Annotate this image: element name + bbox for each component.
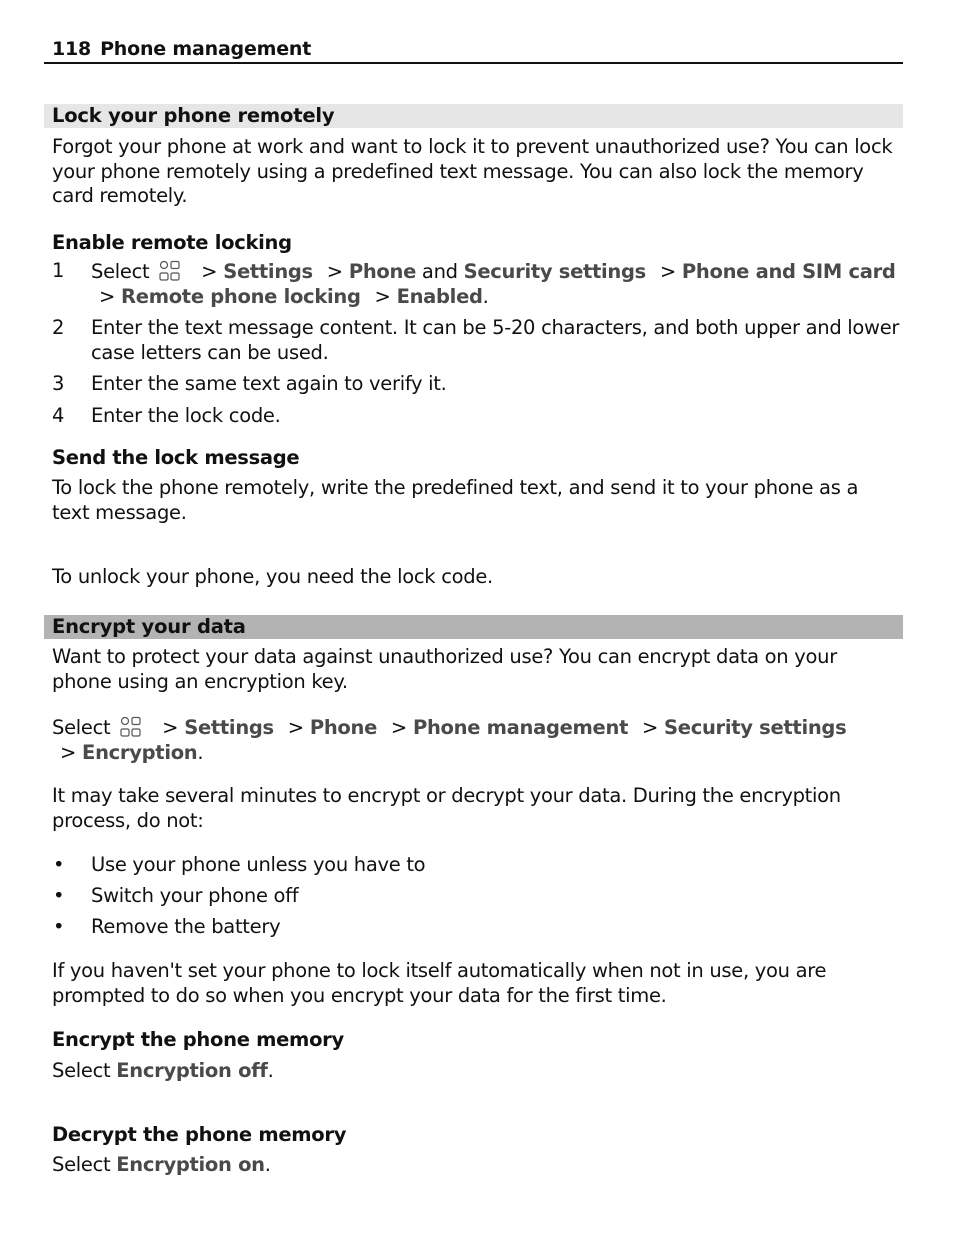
menu-path-security-settings: Security settings [664,716,847,739]
menu-path-settings: Settings [184,716,274,739]
breadcrumb-separator: > [390,716,407,739]
page-number: 118 [52,38,92,60]
send-lock-paragraph: To lock the phone remotely, write the predefined text, and send it to your phone as a text message. [52,476,859,524]
menu-path-phone: Phone [348,260,417,283]
menu-path-encryption: Encryption [82,740,198,764]
enable-steps [52,259,900,435]
step-4 [52,404,900,429]
menu-path-security-settings: Security settings [463,260,646,283]
step-3 [52,372,900,397]
step-2 [52,316,900,365]
subheading-decrypt-memory: Decrypt the phone memory [52,1123,347,1146]
step-number: 3 [52,372,65,395]
breadcrumb-separator: > [201,260,218,283]
page-header [44,37,903,64]
list-item: • Switch your phone off [53,884,299,907]
decrypt-instruction: Select Encryption on. [52,1153,271,1176]
section-heading-lock-remotely [44,104,903,128]
menu-path-enabled: Enabled [396,284,483,308]
auto-lock-paragraph: If you haven't set your phone to lock itself automatically when not in use, you are prompted to do so when you encrypt your data for the first time. [52,959,827,1007]
do-not-list [52,853,900,946]
menu-path-phone-management: Phone management [412,716,629,739]
bullet: • [53,884,65,907]
section-title: Lock your phone remotely [52,104,335,127]
subheading-encrypt-memory: Encrypt the phone memory [52,1028,344,1051]
step-text: Enter the lock code. [91,403,281,427]
list-item: • Use your phone unless you have to [53,853,426,876]
bullet: • [53,853,65,876]
header-title: Phone management [100,38,312,60]
step-text: Enter the same text again to verify it. [91,372,447,395]
breadcrumb-separator: > [659,260,676,283]
menu-path-phone-sim: Phone and SIM card [681,260,896,283]
option-encryption-off: Encryption off [116,1059,268,1082]
encrypt-intro-paragraph: Want to protect your data against unauthorized use? You can encrypt data on your phone using an encryption key. [52,645,837,693]
encryption-note-paragraph: It may take several minutes to encrypt or decrypt your data. During the encryption process, do not: [52,784,841,832]
encrypt-menu-path: Select > Settings > Phone > Phone management > Security settings > Encryption. [52,716,847,764]
breadcrumb-separator: > [99,284,116,308]
step-number: 2 [52,316,65,339]
menu-path-remote-locking: Remote phone locking [121,284,361,308]
breadcrumb-separator: > [326,260,343,283]
breadcrumb-separator: > [642,716,659,739]
menu-grid-icon [157,259,183,283]
menu-grid-icon [118,715,144,739]
section-title: Encrypt your data [52,615,246,638]
subheading-send-lock-message: Send the lock message [52,446,300,469]
breadcrumb-separator: > [60,740,77,764]
menu-path-phone: Phone [309,716,378,739]
list-item: • Remove the battery [53,915,281,938]
unlock-paragraph: To unlock your phone, you need the lock code. [52,565,493,588]
bullet: • [53,915,65,938]
section-heading-encrypt-data [44,615,903,639]
step-1: 1 Select > Settings > Phone and Security settings > Phone and SIM card > Remote phone locking > Enabled. [52,259,896,308]
breadcrumb-separator: > [162,716,179,739]
step-text: Enter the text message content. It can be 5-20 characters, and both upper and lower case letters can be used. [91,316,900,364]
breadcrumb-separator: > [374,284,391,308]
menu-path-settings: Settings [223,260,313,283]
breadcrumb-separator: > [287,716,304,739]
encrypt-instruction: Select Encryption off. [52,1059,274,1082]
lock-intro-paragraph: Forgot your phone at work and want to lock it to prevent unauthorized use? You can lock your phone remotely using a predefined text message. You can also lock the memory card remotely. [52,135,893,207]
step-number: 1 [52,259,65,282]
subheading-enable-remote-locking: Enable remote locking [52,231,292,254]
option-encryption-on: Encryption on [116,1153,265,1176]
step-number: 4 [52,403,65,427]
